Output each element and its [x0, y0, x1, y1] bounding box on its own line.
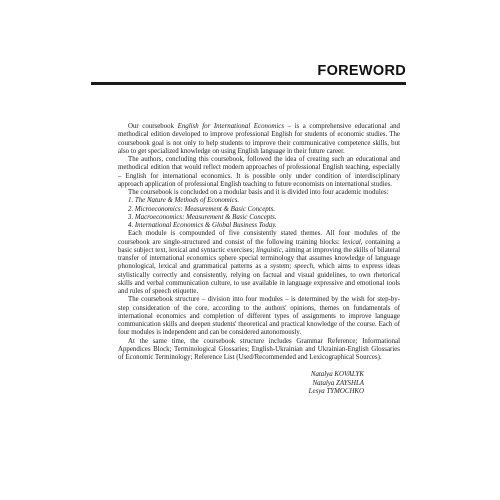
- author-name: Lesya TYMOCHKO: [308, 388, 364, 396]
- term-linguistic: linguistic: [256, 246, 282, 254]
- intro-text-start: Our coursebook: [128, 123, 178, 130]
- blocks-text-c: , aiming at improving the skills of bilateral transfer of international economics sphere special terminology that assumes knowledge of language phonological, lexical and grammatical patterns as a system;: [118, 246, 400, 271]
- author-name: Natalya KOVALYK: [310, 371, 364, 379]
- author-signatures: [118, 371, 400, 397]
- coursebook-title: English for International Economics: [177, 123, 285, 130]
- blocks-text-d: , which aims to express ideas stylistically correctly and consistently, relying on factual and visual guidelines, to own rhetorical skills and verbal communication culture, to use available in language expressive and emotional tools and rules of speech etiquette.: [118, 263, 400, 295]
- author-name: Natalya ZAYSHLA: [312, 379, 364, 387]
- term-lexical: lexical: [342, 238, 361, 246]
- paragraph-training-blocks: [118, 230, 400, 296]
- term-speech: speech: [294, 263, 314, 271]
- heading-area: [91, 63, 406, 85]
- paragraph-authors-idea: The authors, concluding this coursebook, followed the idea of creating such an educational and methodical edition that would reflect modern approaches of professional English teaching, especially – English for international economics. It is possible only under condition of interdisciplinary approach application of professional English teaching to future economists on international studies.: [118, 156, 400, 188]
- paragraph-intro: [118, 123, 400, 156]
- foreword-text: [118, 123, 400, 397]
- blocks-text-b: , containing a basic subject text, lexical and syntactic exercises;: [118, 238, 400, 254]
- modules-list: [118, 197, 400, 230]
- paragraph-modular-basis: The coursebook is concluded on a modular basis and it is divided into four academic modules:: [128, 189, 389, 196]
- intro-text-end: – is a comprehensive educational and methodical edition developed to improve professional English for students of economic studies. The coursebook goal is not only to help students to improve their communicative competence skills, but also to get specialized knowledge on using English language in their future career.: [118, 123, 400, 155]
- module-item: 4. International Economics & Global Business Today.: [128, 222, 277, 229]
- blocks-text-a: Each module is compounded of five consistently stated themes. All four modules of the coursebook are single-structured and consist of the following training blocks:: [118, 230, 400, 246]
- module-item: 1. The Nature & Methods of Economics.: [128, 197, 240, 205]
- module-item: 2. Microeconomics: Measurement & Basic Concepts.: [128, 205, 276, 213]
- page-title: FOREWORD: [317, 63, 406, 79]
- title-underline: [91, 82, 406, 85]
- module-item: 3. Macroeconomics: Measurement & Basic Concepts.: [128, 213, 277, 221]
- paragraph-appendices: At the same time, the coursebook structure includes Grammar Reference; Informational Appendices Block; Terminological Glossaries; English-Ukrainian and Ukrainian-English Glossaries of Economic Terminology; Reference List (Used/Recommended and Lexicographical Sources).: [118, 337, 400, 361]
- paragraph-structure: The coursebook structure – division into four modules – is determined by the wish for step-by-step consideration of the core, according to the authors' opinions, themes on fundamentals of international economics and completion of different types of assignments to improve language communication skills and deepen students' theoretical and practical knowledge of the course. Each of four modules is independent and can be considered autonomously.: [118, 296, 400, 337]
